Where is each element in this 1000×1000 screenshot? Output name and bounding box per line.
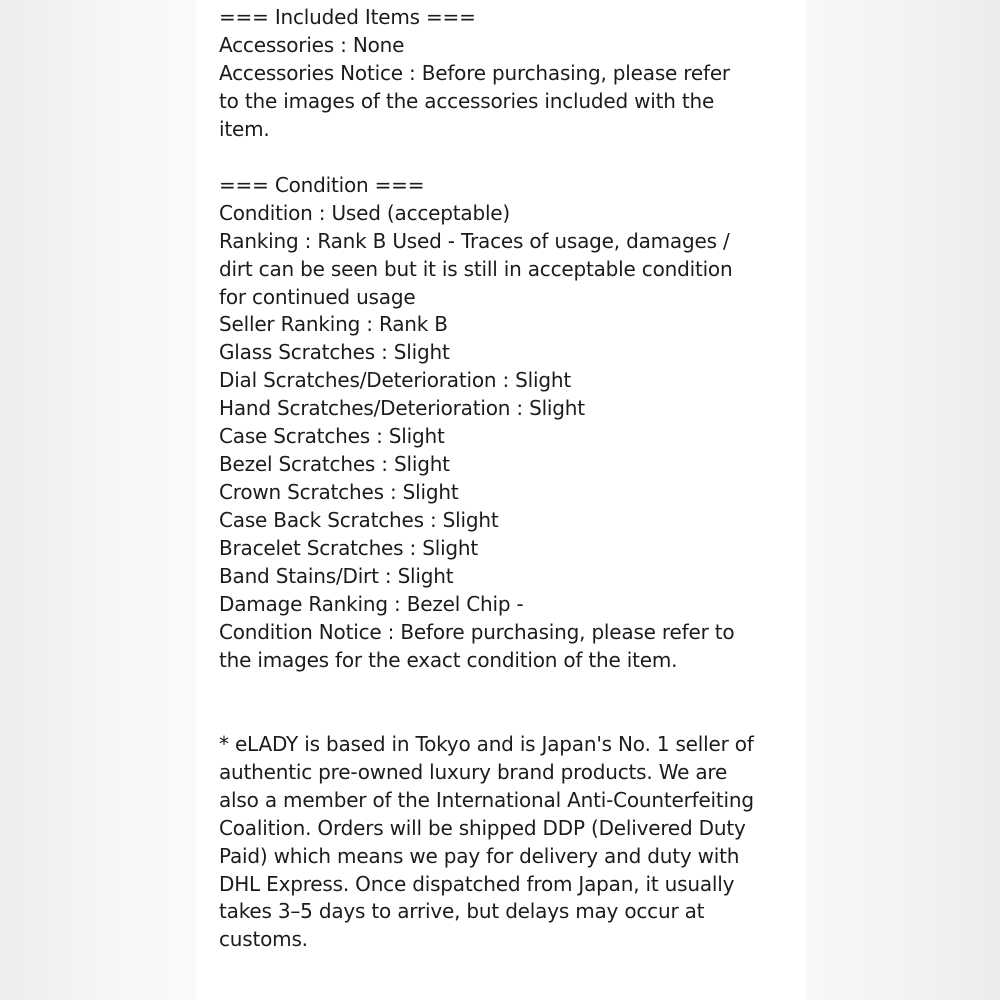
ranking-line: dirt can be seen but it is still in acceptable condition [219, 256, 733, 281]
hand-scratches-line: Hand Scratches/Deterioration : Slight [219, 396, 585, 421]
damage-ranking-line: Damage Ranking : Bezel Chip - [219, 592, 524, 616]
condition-notice-line: the images for the exact condition of the item. [219, 647, 678, 672]
seller-note-line: Paid) which means we pay for delivery and duty with [219, 843, 740, 868]
seller-note-line: * eLADY is based in Tokyo and is Japan's No. 1 seller of [219, 731, 754, 756]
seller-note-line: Coalition. Orders will be shipped DDP (Delivered Duty [219, 815, 746, 840]
case-back-scratches-line: Case Back Scratches : Slight [219, 508, 499, 533]
glass-scratches-line: Glass Scratches : Slight [219, 340, 450, 365]
seller-note-line: takes 3–5 days to arrive, but delays may occur at [219, 899, 705, 924]
spacer [219, 703, 794, 731]
ranking-line: for continued usage [219, 284, 416, 309]
condition-notice-line: Condition Notice : Before purchasing, please refer to [219, 619, 735, 644]
accessories-notice-line: item. [219, 116, 270, 141]
band-stains-line: Band Stains/Dirt : Slight [219, 564, 454, 589]
case-scratches-line: Case Scratches : Slight [219, 424, 445, 449]
seller-ranking-line: Seller Ranking : Rank B [219, 312, 448, 337]
accessories-notice-line: Accessories Notice : Before purchasing, please refer [219, 60, 730, 85]
included-items-header: === Included Items === [219, 5, 476, 29]
seller-note-line: authentic pre-owned luxury brand products. We are [219, 759, 728, 784]
spacer [219, 144, 794, 172]
accessories-notice-line: to the images of the accessories included with the [219, 88, 715, 113]
seller-note-line: DHL Express. Once dispatched from Japan, it usually [219, 871, 735, 896]
accessories-line: Accessories : None [219, 32, 405, 57]
crown-scratches-line: Crown Scratches : Slight [219, 480, 459, 505]
seller-note-section [219, 731, 794, 955]
spacer [219, 675, 794, 703]
ranking-line: Ranking : Rank B Used - Traces of usage, damages / [219, 228, 730, 253]
condition-header: === Condition === [219, 172, 425, 197]
condition-section [219, 172, 794, 675]
bracelet-scratches-line: Bracelet Scratches : Slight [219, 536, 479, 561]
item-description [219, 4, 794, 954]
included-items-section [219, 4, 794, 144]
seller-note-line: also a member of the International Anti-Counterfeiting [219, 787, 754, 812]
condition-line: Condition : Used (acceptable) [219, 200, 511, 225]
bezel-scratches-line: Bezel Scratches : Slight [219, 452, 450, 477]
dial-scratches-line: Dial Scratches/Deterioration : Slight [219, 368, 572, 393]
seller-note-line: customs. [219, 927, 308, 952]
